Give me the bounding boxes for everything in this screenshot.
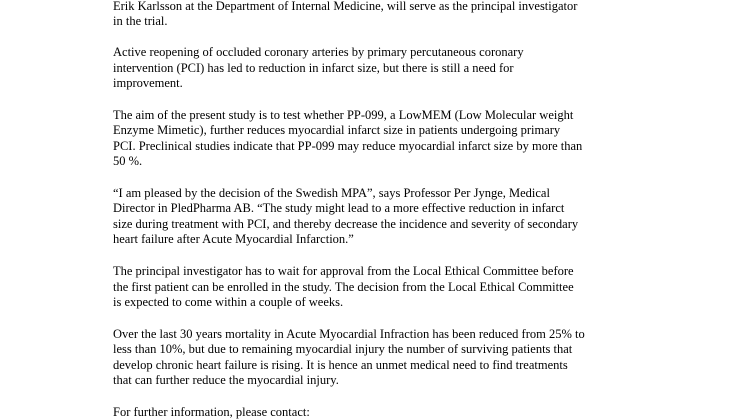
paragraph-aim-line-3: PCI. Preclinical studies indicate that PP-099 may reduce myocardial infarct size by more than xyxy=(113,139,583,153)
paragraph-quote-line-4: heart failure after Acute Myocardial Infarction.” xyxy=(113,232,354,246)
paragraph-pci-line-3: improvement. xyxy=(113,76,183,90)
paragraph-aim-line-2: Enzyme Mimetic), further reduces myocardial infarct size in patients undergoing primary xyxy=(113,123,561,137)
paragraph-quote-line-2: Director in PledPharma AB. “The study might lead to a more effective reduction in infarct xyxy=(113,201,565,215)
paragraph-quote-line-1: “I am pleased by the decision of the Swedish MPA”, says Professor Per Jynge, Medical xyxy=(113,186,550,200)
paragraph-ethics-line-3: is expected to come within a couple of weeks. xyxy=(113,295,344,309)
paragraph-mortality-line-2: less than 10%, but due to remaining myocardial injury the number of surviving patients that xyxy=(113,342,573,356)
paragraph-investigator-line-1: Erik Karlsson at the Department of Internal Medicine, will serve as the principal investigator xyxy=(113,0,578,13)
paragraph-pci-line-1: Active reopening of occluded coronary arteries by primary percutaneous coronary xyxy=(113,45,524,59)
paragraph-ethics-line-2: the first patient can be enrolled in the study. The decision from the Local Ethical Committee xyxy=(113,280,574,294)
paragraph-aim-line-1: The aim of the present study is to test whether PP-099, a LowMEM (Low Molecular weight xyxy=(113,108,574,122)
paragraph-quote-line-3: size during treatment with PCI, and thereby decrease the incidence and severity of secondary xyxy=(113,217,579,231)
paragraph-mortality-line-4: that can further reduce the myocardial injury. xyxy=(113,373,339,387)
paragraph-contact-line-1: For further information, please contact: xyxy=(113,405,310,419)
paragraph-mortality-line-3: develop chronic heart failure is rising. It is hence an unmet medical need to find treatments xyxy=(113,358,568,372)
paragraph-investigator-line-2: in the trial. xyxy=(113,14,168,28)
paragraph-mortality-line-1: Over the last 30 years mortality in Acute Myocardial Infraction has been reduced from 25% to xyxy=(113,327,585,341)
paragraph-ethics-line-1: The principal investigator has to wait for approval from the Local Ethical Committee before xyxy=(113,264,574,278)
paragraph-aim-line-4: 50 %. xyxy=(113,154,143,168)
paragraph-pci-line-2: intervention (PCI) has led to reduction in infarct size, but there is still a need for xyxy=(113,61,514,75)
